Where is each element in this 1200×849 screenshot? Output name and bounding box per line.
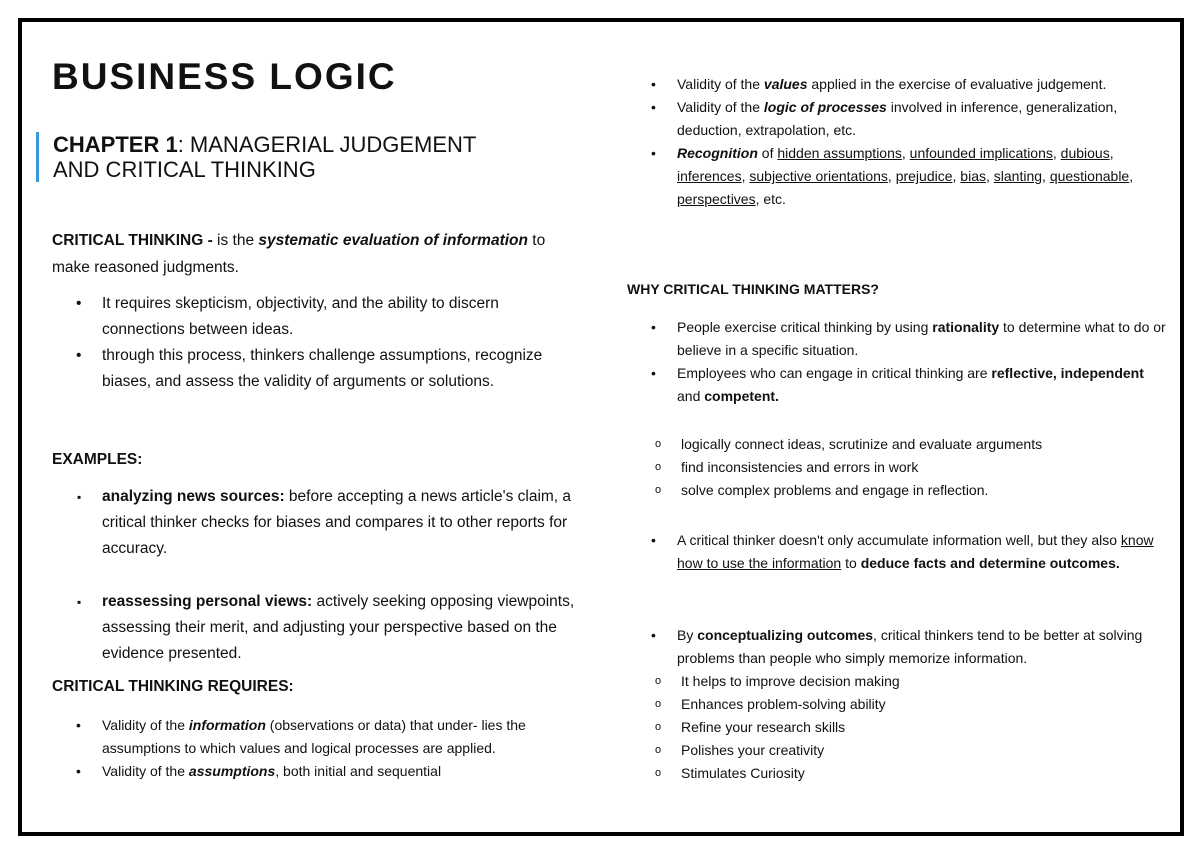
example-2	[52, 589, 582, 667]
why-bold: reflective, independent	[991, 365, 1144, 381]
recognition-emphasis: Recognition	[677, 145, 758, 161]
bullet-icon: •	[651, 365, 656, 381]
recognition-etc: , etc.	[755, 191, 786, 207]
bullet-text: through this process, thinkers challenge assumptions, recognize biases, and assess the validity of arguments or solutions.	[102, 347, 543, 390]
req-pre: Validity of the	[102, 763, 189, 779]
list-item	[627, 456, 1167, 479]
req-pre: Validity of the	[677, 99, 764, 115]
list-item	[52, 291, 582, 343]
concept-post: , critical thinkers tend to be better at solving problems than people who simply memorize information.	[677, 627, 1143, 666]
chapter-title-line2: AND CRITICAL THINKING	[53, 157, 316, 182]
example-1	[52, 484, 582, 562]
list-item	[627, 316, 1167, 362]
list-item	[52, 760, 582, 783]
definition-emphasis: systematic evaluation of information	[258, 232, 528, 249]
underlined-term: slanting	[993, 168, 1043, 184]
underlined-term: unfounded implications	[909, 145, 1053, 161]
bullet-icon: •	[76, 295, 82, 312]
sub-text: logically connect ideas, scrutinize and evaluate arguments	[681, 436, 1043, 452]
why-pre: People exercise critical thinking by using	[677, 319, 933, 335]
list-item	[52, 484, 582, 562]
circle-bullet-icon: o	[655, 438, 662, 450]
sub-text: Polishes your creativity	[681, 742, 825, 758]
bullet-icon: •	[76, 347, 82, 364]
circle-bullet-icon: o	[655, 461, 662, 473]
recognition-of: of	[757, 145, 778, 161]
underlined-term: inferences	[677, 168, 742, 184]
requires-heading: CRITICAL THINKING REQUIRES:	[52, 678, 294, 695]
list-item	[52, 343, 582, 395]
why-mid: and	[677, 388, 705, 404]
sub-text: Refine your research skills	[681, 719, 846, 735]
circle-bullet-icon: o	[655, 767, 662, 779]
why-list	[627, 316, 1167, 408]
concept-item	[627, 624, 1167, 785]
square-bullet-icon: ▪	[77, 490, 82, 504]
req-post: (observations or data) that under- lies the assumptions to which values and logical processes are applied.	[102, 717, 526, 756]
underlined-term: dubious	[1060, 145, 1110, 161]
definition-bullets	[52, 291, 582, 395]
chapter-title-line1: MANAGERIAL JUDGEMENT	[183, 132, 477, 157]
circle-bullet-icon: o	[655, 698, 662, 710]
circle-bullet-icon: o	[655, 744, 662, 756]
list-item	[627, 479, 1167, 502]
underlined-term: prejudice	[895, 168, 953, 184]
why-pre: Employees who can engage in critical thinking are	[677, 365, 992, 381]
example-text: before accepting a news article's claim, a critical thinker checks for biases and compares it to other reports for accuracy.	[102, 488, 572, 557]
why-heading: WHY CRITICAL THINKING MATTERS?	[627, 281, 879, 297]
definition-rest: to make reasoned judgments.	[52, 232, 546, 276]
concept-pre: By	[677, 627, 698, 643]
circle-bullet-icon: o	[655, 721, 662, 733]
list-item	[627, 624, 1167, 785]
why-bold: competent.	[704, 388, 779, 404]
sub-text: Stimulates Curiosity	[681, 765, 805, 781]
requires-list-left	[52, 714, 582, 783]
list-item	[627, 716, 1167, 739]
square-bullet-icon: ▪	[77, 595, 82, 609]
definition-paragraph	[52, 227, 582, 281]
concept-bold: conceptualizing outcomes	[697, 627, 874, 643]
bullet-icon: •	[651, 319, 656, 335]
list-item	[627, 739, 1167, 762]
req-post: applied in the exercise of evaluative judgement.	[807, 76, 1107, 92]
why-post: to determine what to do or believe in a specific situation.	[677, 319, 1166, 358]
requires-list-right	[627, 73, 1167, 211]
document-title: BUSINESS LOGIC	[52, 56, 397, 97]
thinker-item	[627, 529, 1167, 575]
req-emphasis: assumptions	[188, 763, 276, 779]
chapter-heading	[36, 132, 573, 182]
sub-text: solve complex problems and engage in reflection.	[681, 482, 989, 498]
chapter-label: CHAPTER 1	[53, 132, 178, 157]
examples-heading: EXAMPLES:	[52, 451, 143, 468]
circle-bullet-icon: o	[655, 675, 662, 687]
req-post: , both initial and sequential	[275, 763, 442, 779]
example-term: analyzing news sources:	[102, 488, 285, 505]
sub-text: It helps to improve decision making	[681, 673, 900, 689]
list-item	[627, 670, 1167, 693]
thinker-underline: know how to use the information	[677, 532, 1154, 571]
list-item	[52, 589, 582, 667]
definition-term: CRITICAL THINKING -	[52, 232, 213, 249]
bullet-icon: •	[76, 717, 81, 733]
bullet-icon: •	[651, 532, 656, 548]
bullet-text: It requires skepticism, objectivity, and the ability to discern connections between ideas.	[102, 295, 499, 338]
req-emphasis: logic of processes	[763, 99, 887, 115]
underlined-term: hidden assumptions	[777, 145, 902, 161]
bullet-icon: •	[651, 76, 656, 92]
definition-is: is the	[212, 232, 259, 249]
thinker-bold: deduce facts and determine outcomes.	[860, 555, 1120, 571]
req-emphasis: information	[188, 717, 266, 733]
thinker-mid: to	[841, 555, 861, 571]
list-item	[627, 762, 1167, 785]
req-pre: Validity of the	[677, 76, 764, 92]
list-item	[627, 362, 1167, 408]
list-item: • Recognition of hidden assumptions, unfounded implications, dubious, inferences, subjective orientations, prejudice, bias, slanting, questionable, perspectives, etc.	[627, 142, 1167, 211]
chapter-colon: :	[177, 132, 184, 157]
req-post: involved in inference, generalization, deduction, extrapolation, etc.	[677, 99, 1118, 138]
concept-sublist	[627, 670, 1167, 785]
req-emphasis: values	[763, 76, 808, 92]
page-frame	[18, 18, 1184, 836]
list-item	[627, 96, 1167, 142]
list-item	[627, 529, 1167, 575]
bullet-icon: •	[651, 99, 656, 115]
bullet-icon: •	[651, 145, 656, 161]
circle-bullet-icon: o	[655, 484, 662, 496]
example-text: actively seeking opposing viewpoints, assessing their merit, and adjusting your perspective based on the evidence presented.	[102, 593, 575, 662]
sub-text: find inconsistencies and errors in work	[681, 459, 919, 475]
thinker-pre: A critical thinker doesn't only accumulate information well, but they also	[677, 532, 1121, 548]
underlined-term: bias	[960, 168, 986, 184]
why-bold: rationality	[932, 319, 1000, 335]
req-pre: Validity of the	[102, 717, 189, 733]
list-item	[627, 73, 1167, 96]
underlined-term: subjective orientations	[749, 168, 888, 184]
list-item	[627, 433, 1167, 456]
example-term: reassessing personal views:	[102, 593, 313, 610]
list-item	[52, 714, 582, 760]
sub-text: Enhances problem-solving ability	[681, 696, 886, 712]
bullet-icon: •	[651, 627, 656, 643]
bullet-icon: •	[76, 763, 81, 779]
list-item	[627, 693, 1167, 716]
underlined-term: perspectives	[677, 191, 756, 207]
why-sublist	[627, 433, 1167, 502]
underlined-term: questionable	[1049, 168, 1130, 184]
